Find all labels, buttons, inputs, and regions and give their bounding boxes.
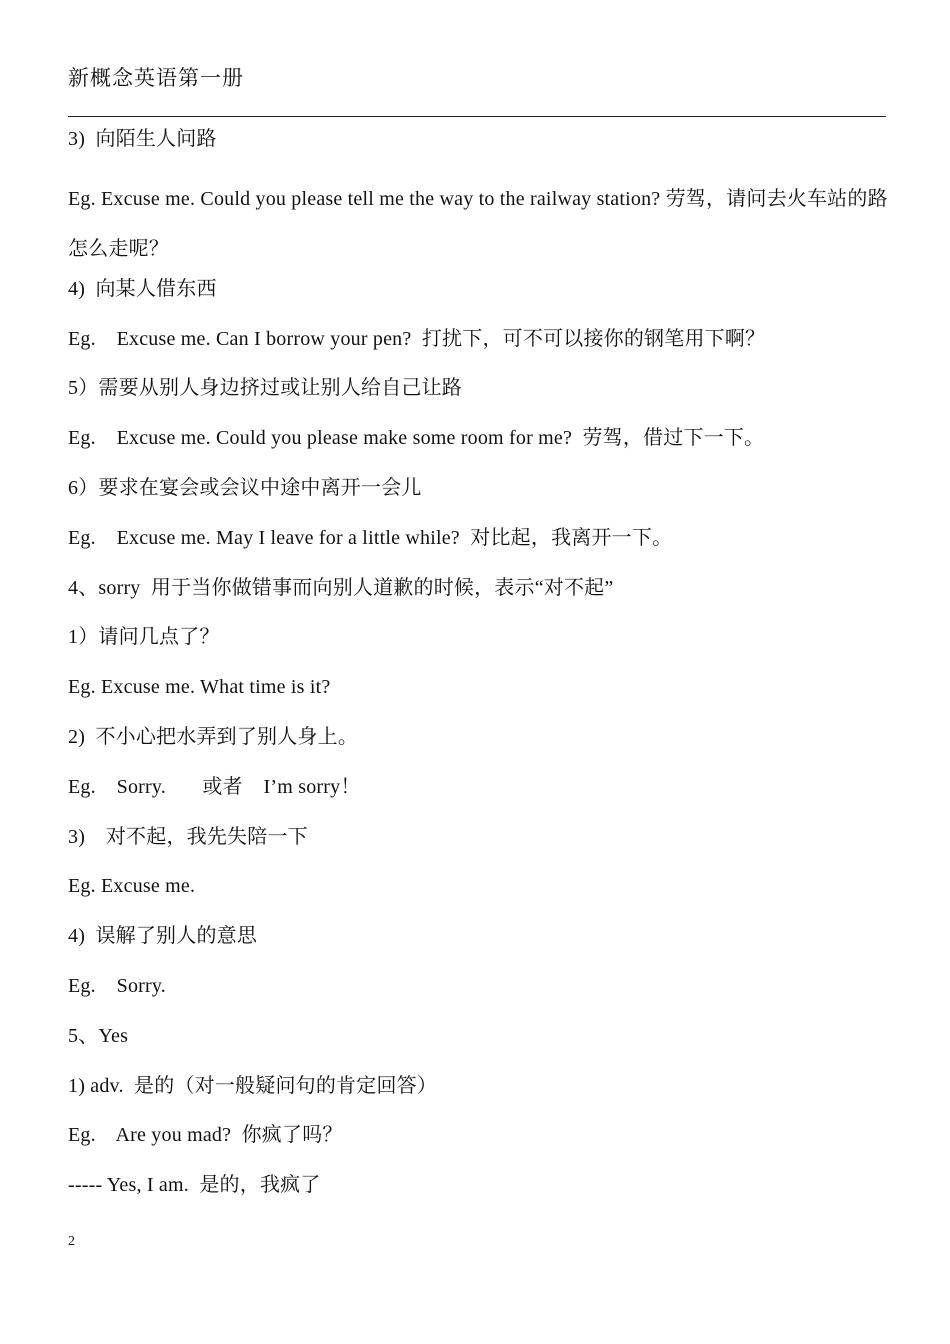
text-line: 3) 对不起，我先失陪一下 [68, 825, 308, 848]
text-line: 4、sorry 用于当你做错事而向别人道歉的时候，表示“对不起” [68, 576, 614, 599]
text-line: 4) 误解了别人的意思 [68, 925, 258, 948]
header-divider [68, 116, 886, 117]
text-line: Eg. Excuse me. Could you please make some room for me? 劳驾，借过下一下。 [68, 427, 765, 450]
text-line: 1）请问几点了？ [68, 626, 220, 649]
text-line: Eg. Excuse me. May I leave for a little while? 对比起，我离开一下。 [68, 526, 673, 549]
document-body [68, 124, 888, 1220]
page-header-title: 新概念英语第一册 [68, 66, 244, 90]
text-line: ----- Yes, I am. 是的，我疯了 [68, 1174, 321, 1197]
text-line: 6）要求在宴会或会议中途中离开一会儿 [68, 476, 422, 499]
text-line: 4) 向某人借东西 [68, 277, 217, 300]
text-line: 5）需要从别人身边挤过或让别人给自己让路 [68, 377, 462, 400]
page-number: 2 [68, 1234, 75, 1249]
text-line: Eg. Excuse me. What time is it? [68, 676, 331, 699]
text-line: 3) 向陌生人问路 [68, 128, 217, 150]
text-line: Eg. Are you mad? 你疯了吗？ [68, 1124, 343, 1147]
text-line: Eg. Sorry. 或者 I’m sorry！ [68, 775, 361, 798]
text-line: Eg. Sorry. [68, 974, 166, 997]
text-line: 1) adv. 是的（对一般疑问句的肯定回答） [68, 1074, 438, 1097]
text-line: 5、Yes [68, 1024, 129, 1047]
text-line: 2) 不小心把水弄到了别人身上。 [68, 725, 359, 748]
text-line: Eg. Excuse me. Can I borrow your pen? 打扰下，可不可以接你的钢笔用下啊？ [68, 327, 766, 350]
text-line: Eg. Excuse me. [68, 875, 196, 898]
text-line: Eg. Excuse me. Could you please tell me the way to the railway station? 劳驾，请问去火车站的路怎么走呢？ [68, 187, 888, 260]
